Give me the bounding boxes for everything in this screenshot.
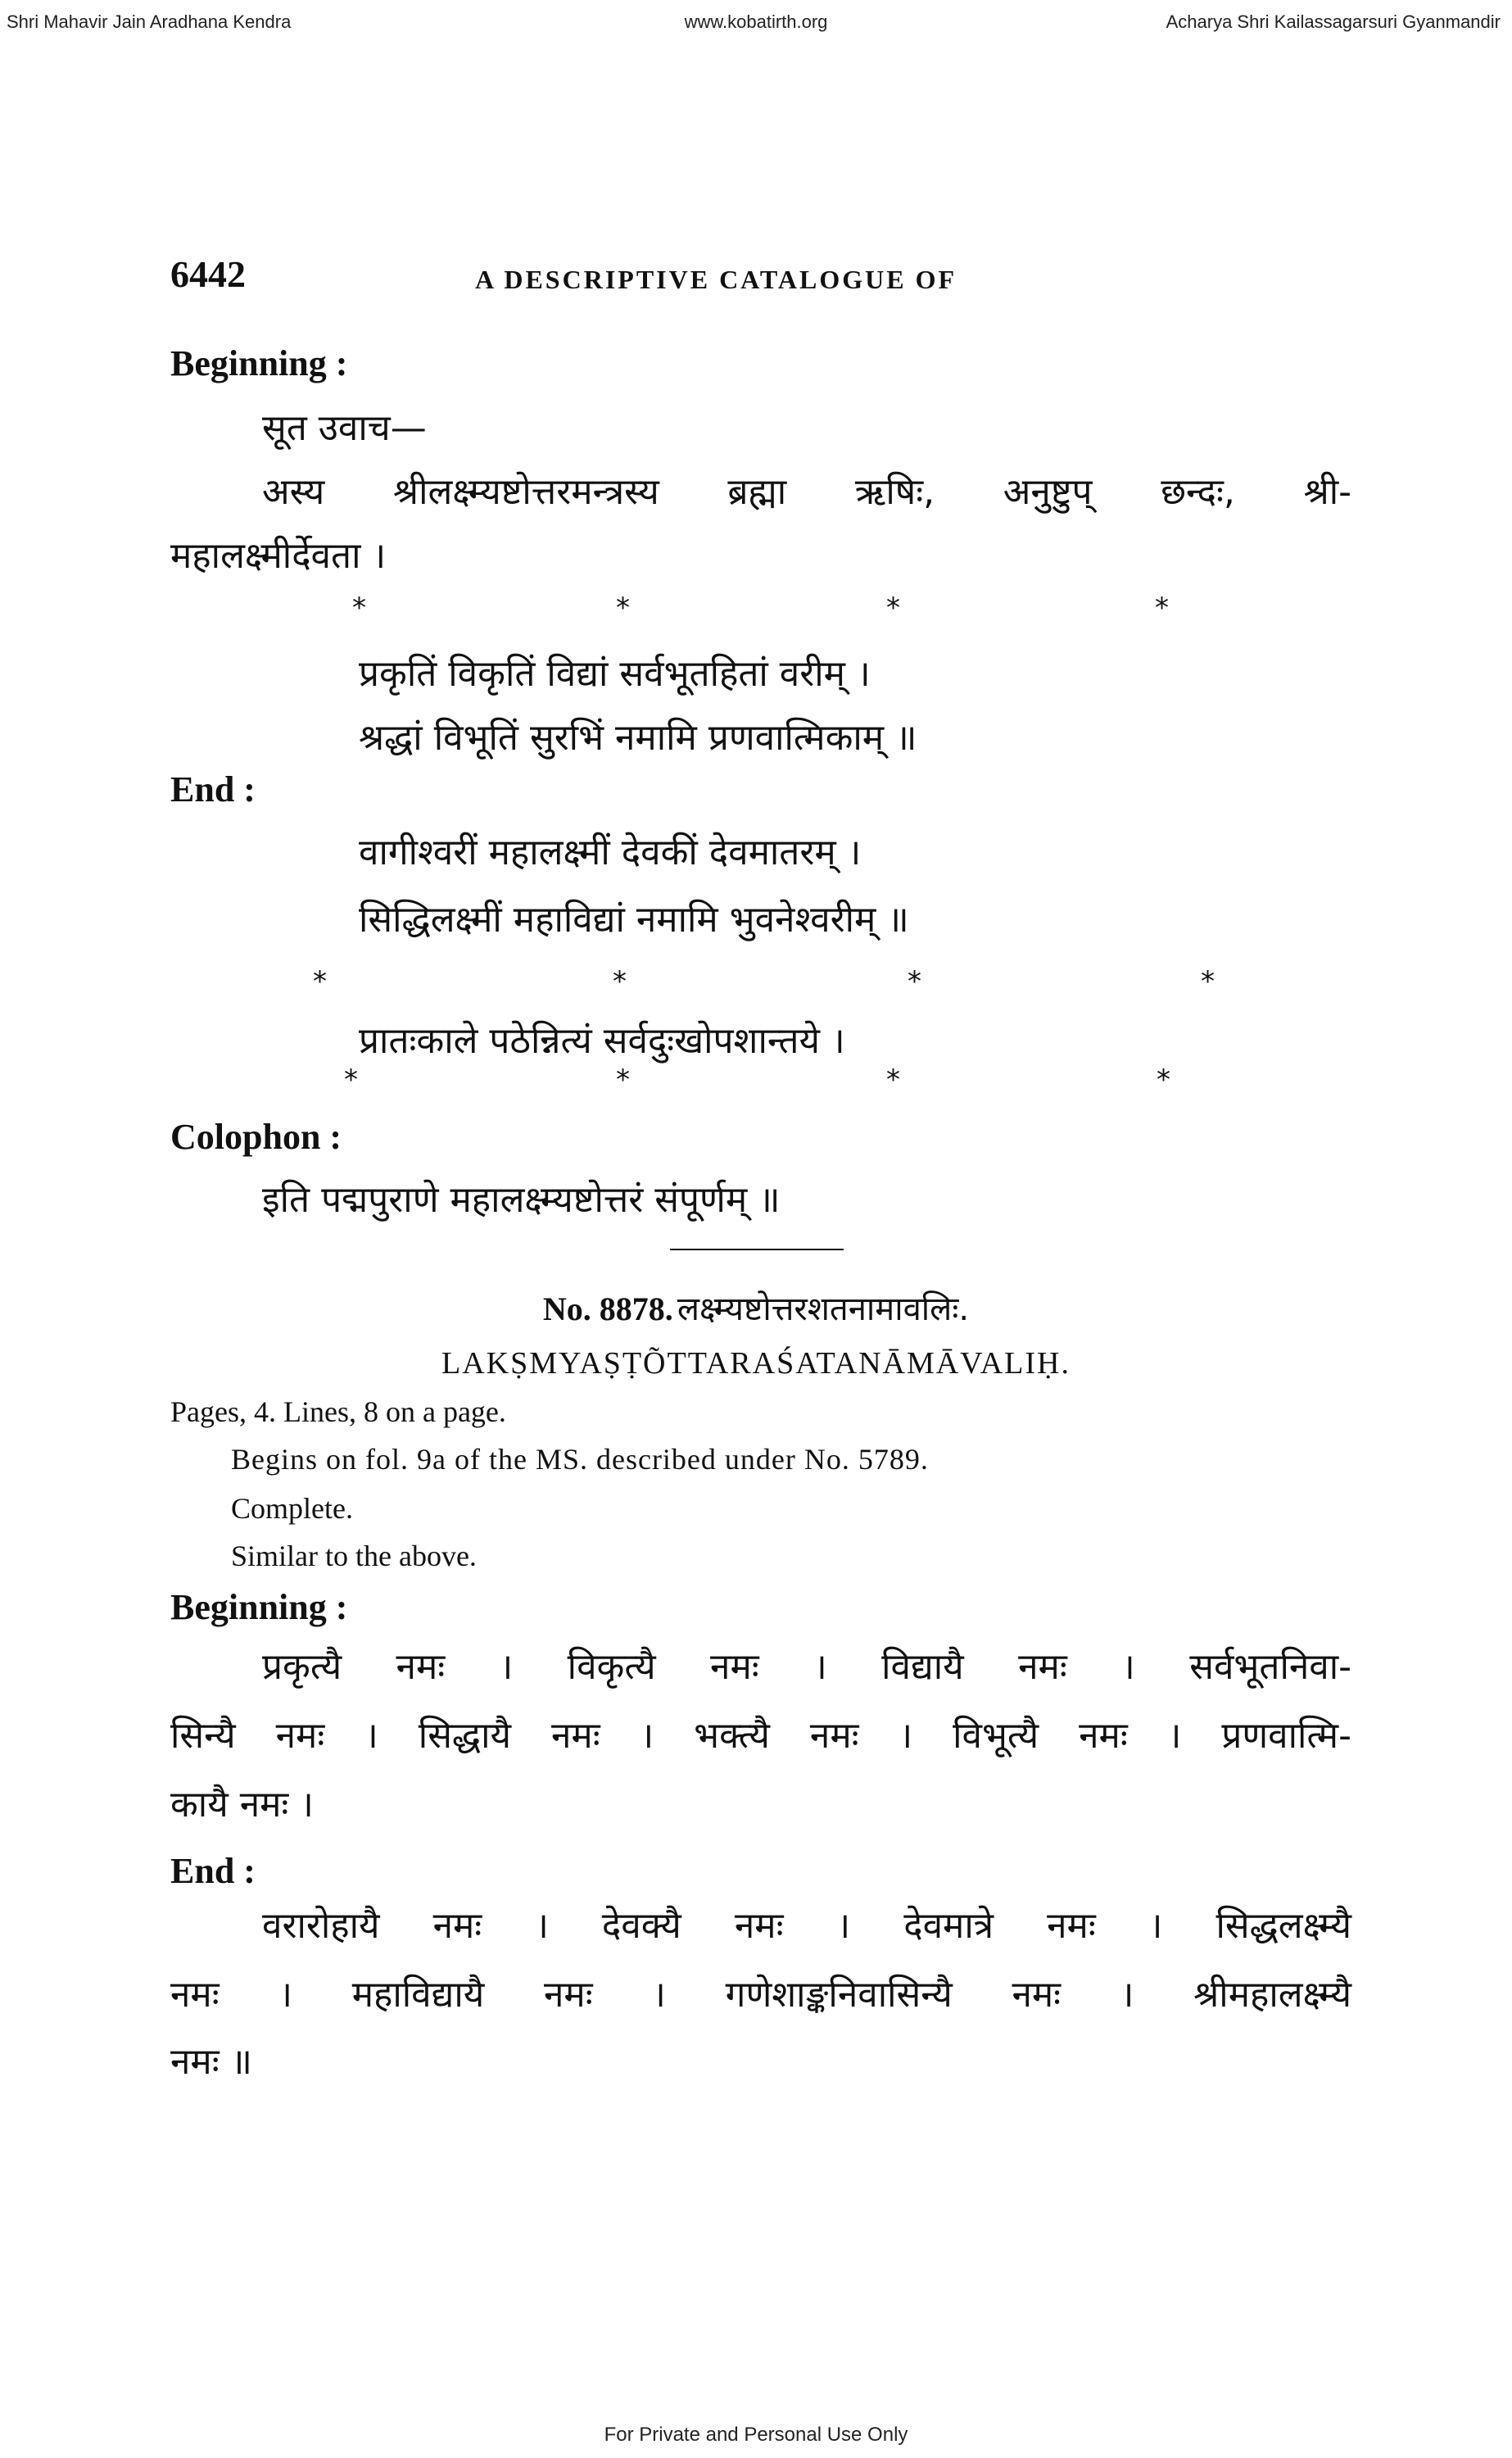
- ornament-star: *: [613, 965, 627, 998]
- end-label: End :: [170, 769, 256, 810]
- ornament-star: *: [352, 592, 366, 624]
- ornament-star: *: [886, 1063, 900, 1096]
- entry-number: No. 8878.: [542, 1290, 673, 1327]
- ornament-star: *: [313, 965, 327, 998]
- footer-notice: For Private and Personal Use Only: [604, 2424, 908, 2446]
- entry-title-roman: LAKṢMYAṢṬÕTTARAŚATANĀMĀVALIḤ.: [441, 1346, 1071, 1381]
- ornament-star: *: [886, 592, 900, 624]
- end-text-line-3: नमः ॥: [170, 2041, 252, 2083]
- beginning-label: Beginning :: [170, 343, 348, 383]
- verse-3-line-1: प्रातःकाले पठेन्नित्यं सर्वदुःखोपशान्तये ।: [359, 1020, 845, 1062]
- begins-line: Begins on fol. 9a of the MS. described under No. 5789.: [231, 1443, 929, 1476]
- section-divider: [670, 1249, 844, 1250]
- ornament-star: *: [1155, 592, 1169, 624]
- end-text-line-1: वरारोहायै नमः । देवक्यै नमः । देवमात्रे नमः । सिद्धलक्ष्म्यै: [262, 1905, 1351, 1947]
- ornament-star: *: [908, 965, 921, 998]
- pages-line: Pages, 4. Lines, 8 on a page.: [170, 1395, 506, 1428]
- beginning-text-line-1: प्रकृत्यै नमः । विकृत्यै नमः । विद्यायै नमः । सर्वभूतनिवा-: [262, 1646, 1351, 1688]
- mantra-line-2: महालक्ष्मीर्देवता ।: [170, 535, 387, 577]
- watermark-right: Acharya Shri Kailassagarsuri Gyanmandir: [1166, 11, 1501, 32]
- end-text-line-2: नमः । महाविद्यायै नमः । गणेशाङ्कनिवासिन्यै नमः । श्रीमहालक्ष्म्यै: [170, 1974, 1351, 2016]
- running-title: A DESCRIPTIVE CATALOGUE OF: [475, 265, 957, 294]
- ornament-star: *: [616, 592, 630, 624]
- end-label-2: End :: [170, 1851, 256, 1891]
- speaker-line: सूत उवाच—: [262, 407, 427, 449]
- verse-1-line-2: श्रद्धां विभूतिं सुरभिं नमामि प्रणवात्मिकाम् ॥: [359, 717, 917, 759]
- ornament-star: *: [1157, 1063, 1170, 1096]
- colophon-text: इति पद्मपुराणे महालक्ष्म्यष्टोत्तरं संपूर्णम् ॥: [262, 1179, 781, 1221]
- similar-line: Similar to the above.: [231, 1540, 477, 1572]
- colophon-label: Colophon :: [170, 1117, 342, 1157]
- verse-2-line-2: सिद्धिलक्ष्मीं महाविद्यां नमामि भुवनेश्वरीम् ॥: [359, 899, 909, 941]
- ornament-star: *: [1201, 965, 1215, 998]
- beginning-label-2: Beginning :: [170, 1587, 348, 1627]
- watermark-center: www.kobatirth.org: [684, 11, 828, 32]
- beginning-text-line-2: सिन्यै नमः । सिद्धायै नमः । भक्त्यै नमः । विभूत्यै नमः । प्रणवात्मि-: [170, 1715, 1351, 1757]
- entry-title-devanagari: लक्ष्म्यष्टोत्तरशतनामावलिः.: [677, 1290, 970, 1328]
- mantra-line-1: अस्य श्रीलक्ष्म्यष्टोत्तरमन्त्रस्य ब्रह्मा ऋषिः, अनुष्टुप् छन्दः, श्री-: [262, 471, 1351, 513]
- verse-1-line-1: प्रकृतिं विकृतिं विद्यां सर्वभूतहितां वरीम् ।: [359, 653, 871, 695]
- page-number: 6442: [170, 253, 246, 295]
- watermark-left: Shri Mahavir Jain Aradhana Kendra: [7, 11, 292, 32]
- entry-heading: [0, 1285, 1512, 1330]
- verse-2-line-1: वागीश्वरीं महालक्ष्मीं देवकीं देवमातरम् ।: [359, 832, 862, 873]
- ornament-star: *: [344, 1063, 358, 1096]
- ornament-star: *: [616, 1063, 630, 1096]
- beginning-text-line-3: कायै नमः ।: [170, 1784, 314, 1825]
- status-line: Complete.: [231, 1492, 353, 1525]
